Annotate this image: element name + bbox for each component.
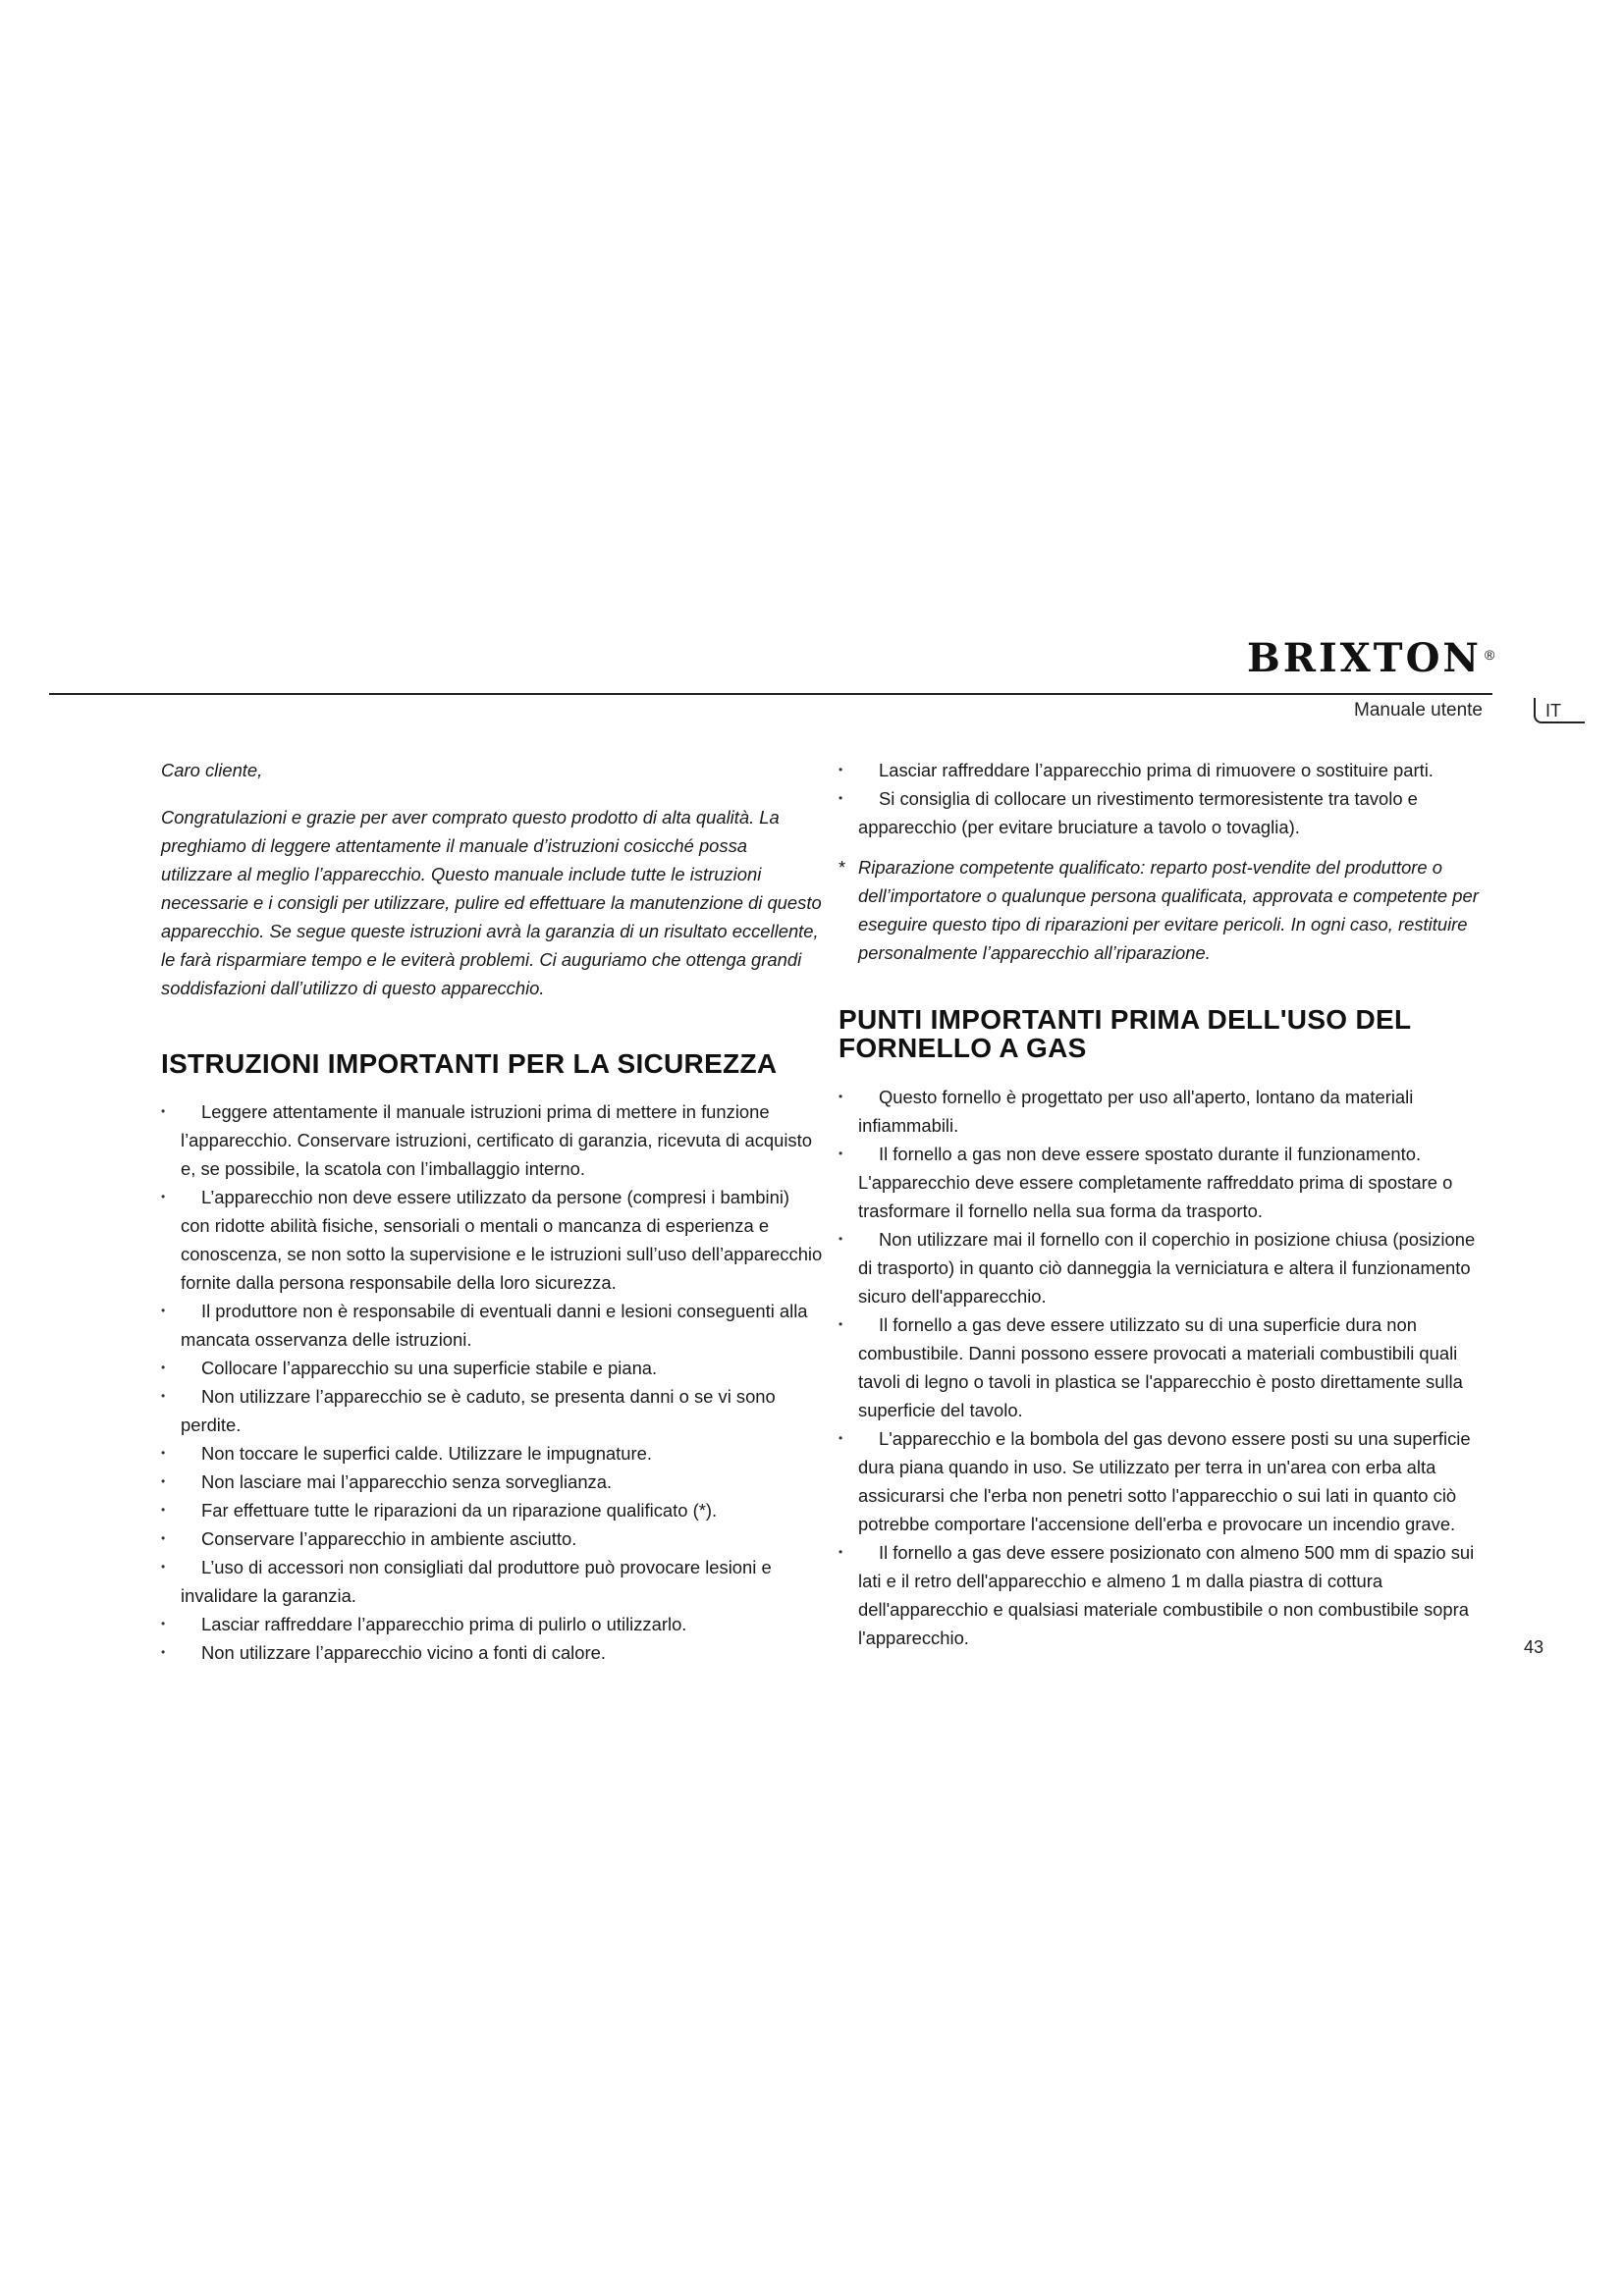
intro-block <box>161 756 823 1002</box>
header-rule <box>49 693 1492 695</box>
list-item: • Leggere attentamente il manuale istruzioni prima di mettere in funzione l’apparecchio. Conservare istruzioni, certificato di garanzia, ricevuta di acquisto e, se possibile, la scatola con l’imballaggio interno. <box>161 1097 823 1183</box>
list-item: • Il fornello a gas deve essere posizionato con almeno 500 mm di spazio sui lati e il retro dell'apparecchio e almeno 1 m dalla piastra di cottura dell'apparecchio e qualsiasi materiale combustibile o non combustibile sopra l'apparecchio. <box>839 1538 1487 1652</box>
list-item: • Non lasciare mai l’apparecchio senza sorveglianza. <box>161 1468 823 1496</box>
list-item: • Il fornello a gas deve essere utilizzato su di una superficie dura non combustibile. Danni possono essere provocati a materiali combustibili quali tavoli di legno o tavoli in plastica se l'apparecchio è posto direttamente sulla superficie del tavolo. <box>839 1310 1487 1424</box>
continued-safety-list <box>839 756 1487 841</box>
list-item: • Il fornello a gas non deve essere spostato durante il funzionamento. L'apparecchio deve essere completamente raffreddato prima di spostare o trasformare il fornello nella sua forma da trasporto. <box>839 1140 1487 1225</box>
document-type: Manuale utente <box>1354 700 1483 721</box>
list-item: • Non utilizzare l’apparecchio se è caduto, se presenta danni o se vi sono perdite. <box>161 1382 823 1439</box>
brand-name: BRIXTON <box>1247 635 1482 681</box>
list-item: • Questo fornello è progettato per uso all'aperto, lontano da materiali infiammabili. <box>839 1083 1487 1140</box>
list-item: • L’uso di accessori non consigliati dal produttore può provocare lesioni e invalidare la garanzia. <box>161 1553 823 1610</box>
page-number: 43 <box>1524 1637 1544 1657</box>
safety-list <box>161 1097 823 1667</box>
language-tab: IT <box>1534 698 1585 723</box>
list-item: • Far effettuare tutte le riparazioni da un riparazione qualificato (*). <box>161 1496 823 1524</box>
list-item: • Conservare l’apparecchio in ambiente asciutto. <box>161 1524 823 1553</box>
list-item: • Non utilizzare l’apparecchio vicino a fonti di calore. <box>161 1638 823 1667</box>
list-item: • Non utilizzare mai il fornello con il coperchio in posizione chiusa (posizione di trasporto) in quanto ciò danneggia la verniciatura e altera il funzionamento sicuro dell'apparecchio. <box>839 1225 1487 1310</box>
list-item: • Non toccare le superfici calde. Utilizzare le impugnature. <box>161 1439 823 1468</box>
gas-heading-line2: FORNELLO A GAS <box>839 1033 1087 1063</box>
list-item: • Il produttore non è responsabile di eventuali danni e lesioni conseguenti alla mancata osservanza delle istruzioni. <box>161 1297 823 1354</box>
gas-list <box>839 1083 1487 1652</box>
greeting: Caro cliente, <box>161 760 263 780</box>
left-column <box>161 756 823 1667</box>
list-item: • Lasciar raffreddare l’apparecchio prima di pulirlo o utilizzarlo. <box>161 1610 823 1638</box>
note-marker: * <box>839 857 846 878</box>
intro-paragraph: Congratulazioni e grazie per aver comprato questo prodotto di alta qualità. La preghiamo di leggere attentamente il manuale d’istruzioni cosicché possa utilizzare al meglio l’apparecchio. Questo manuale include tutte le istruzioni necessarie e i consigli per utilizzare, pulire ed effettuare la manutenzione di questo apparecchio. Se segue queste istruzioni avrà la garanzia di un risultato eccellente, le farà risparmiare tempo e le eviterà problemi. Ci auguriamo che ottenga grandi soddisfazioni dall’utilizzo di questo apparecchio. <box>161 807 822 998</box>
list-item: • L’apparecchio non deve essere utilizzato da persone (compresi i bambini) con ridotte abilità fisiche, sensoriali o mentali o mancanza di esperienza e conoscenza, se non sotto la supervisione e le istruzioni sull’uso dell’apparecchio fornite dalla persona responsabile della loro sicurezza. <box>161 1183 823 1297</box>
gas-heading-line1: PUNTI IMPORTANTI PRIMA DELL'USO DEL <box>839 1004 1412 1035</box>
list-item: • L'apparecchio e la bombola del gas devono essere posti su una superficie dura piana quando in uso. Se utilizzato per terra in un'area con erba alta assicurarsi che l'erba non penetri sotto l'apparecchio o sui lati in quanto ciò potrebbe comportare l'accensione dell'erba e provocare un incendio grave. <box>839 1424 1487 1538</box>
safety-heading: ISTRUZIONI IMPORTANTI PER LA SICUREZZA <box>161 1048 778 1079</box>
registered-mark: ® <box>1484 647 1495 663</box>
brand-logo <box>1247 635 1495 681</box>
repair-note <box>839 853 1487 967</box>
note-text: Riparazione competente qualificato: reparto post-vendite del produttore o dell’importatore o qualunque persona qualificata, approvata e competente per eseguire questo tipo di riparazioni per evitare pericoli. In ogni caso, restituire personalmente l’apparecchio all’riparazione. <box>858 857 1479 963</box>
gas-heading <box>839 1005 1487 1062</box>
list-item: • Collocare l’apparecchio su una superficie stabile e piana. <box>161 1354 823 1382</box>
list-item: • Lasciar raffreddare l’apparecchio prima di rimuovere o sostituire parti. <box>839 756 1487 784</box>
list-item: • Si consiglia di collocare un rivestimento termoresistente tra tavolo e apparecchio (per evitare bruciature a tavolo o tovaglia). <box>839 784 1487 841</box>
right-column <box>839 756 1487 1652</box>
